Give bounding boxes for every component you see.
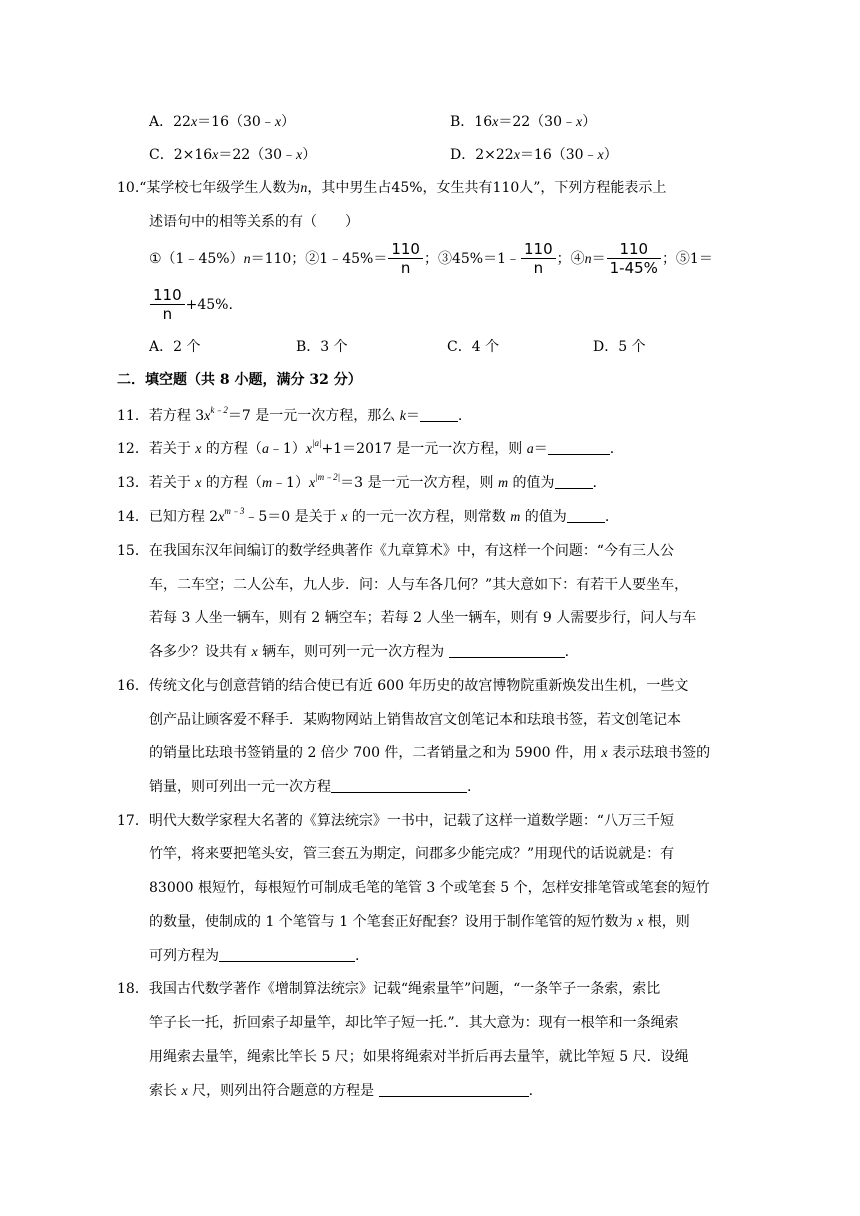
question-text: 销量，则可列出一元一次方程 xyxy=(149,779,331,795)
equation-text: ＝110；②1﹣45%＝ xyxy=(250,251,388,267)
variable: x xyxy=(218,510,225,525)
q15-line-4 xyxy=(149,642,569,663)
answer-blank[interactable] xyxy=(567,508,605,523)
equation-text: ；⑤1＝ xyxy=(661,251,713,267)
option-text: D．5 个 xyxy=(593,339,646,355)
q10-option-b xyxy=(296,337,348,357)
q18-line-4 xyxy=(149,1081,533,1102)
q16-line-4 xyxy=(149,777,471,797)
q18-line-2 xyxy=(149,1013,679,1033)
option-text: B．3 个 xyxy=(296,339,348,355)
variable: x xyxy=(212,148,219,163)
fraction-numerator: 110 xyxy=(607,241,661,259)
equation-text: ；④ xyxy=(556,251,585,267)
answer-blank[interactable] xyxy=(331,778,467,793)
question-text: ﹣1） xyxy=(272,475,309,491)
q10-option-c xyxy=(447,337,499,357)
question-text: 的数量，使制成的 1 个笔管与 1 个笔套正好配套？设用于制作笔管的短竹数为 xyxy=(149,914,638,930)
q17-line-1 xyxy=(117,811,674,831)
question-text: ＝ xyxy=(405,408,420,424)
answer-blank[interactable] xyxy=(548,440,610,455)
option-label: C． xyxy=(149,147,174,163)
variable: k xyxy=(399,409,406,424)
option-label: B． xyxy=(450,114,475,130)
q18-line-1 xyxy=(117,979,660,999)
q13 xyxy=(117,473,597,494)
question-text: ＝3 是一元一次方程，则 xyxy=(340,475,498,491)
q17-line-2 xyxy=(149,844,674,864)
q9-option-a xyxy=(149,112,295,133)
q17-line-4 xyxy=(149,912,690,933)
fraction-110-over-n xyxy=(388,241,423,277)
fraction-denominator: n xyxy=(533,259,544,277)
question-text: ﹣5＝0 是关于 xyxy=(244,509,342,525)
variable: x xyxy=(601,746,608,761)
variable: x xyxy=(204,409,211,424)
equation-text: ；③45%＝1﹣ xyxy=(423,251,520,267)
fraction-numerator: 110 xyxy=(150,287,185,305)
question-text: 尺，则列出符合题意的方程是 xyxy=(187,1083,379,1099)
equation-text: ①（1﹣45%） xyxy=(149,251,244,267)
question-text: ＝7 是一元一次方程，那么 xyxy=(227,408,400,424)
question-text: 11．若方程 3 xyxy=(117,408,205,424)
exponent: k﹣2 xyxy=(210,405,228,415)
variable: m xyxy=(510,510,521,525)
equation-text: +45%. xyxy=(185,297,233,313)
fraction-numerator: 110 xyxy=(388,241,423,259)
question-text: 的一元一次方程，则常数 xyxy=(347,509,511,525)
variable: x xyxy=(274,115,282,130)
variable: x xyxy=(305,442,313,457)
q10-equation-5-line xyxy=(149,286,233,326)
q10-equations-line xyxy=(149,240,713,280)
question-text: 14．已知方程 2 xyxy=(117,509,219,525)
q14 xyxy=(117,507,609,528)
variable: n xyxy=(584,252,592,267)
option-text: 22 xyxy=(173,114,191,130)
q15-line-3 xyxy=(149,608,696,628)
variable: n xyxy=(243,252,251,267)
variable: a xyxy=(261,442,269,457)
variable: x xyxy=(597,148,604,163)
answer-blank[interactable] xyxy=(420,407,458,422)
fraction-denominator: n xyxy=(162,305,173,323)
question-text: 17．明代大数学家程大名著的《算法统宗》一书中，记载了这样一道数学题：“八万三千短 xyxy=(117,813,674,829)
variable: x xyxy=(575,115,583,130)
option-text: ） xyxy=(302,147,317,163)
variable: x xyxy=(181,1084,188,1099)
question-text: . xyxy=(564,644,570,660)
exponent: |m﹣2| xyxy=(315,472,341,482)
variable: n xyxy=(300,181,308,196)
question-text: 16．传统文化与创意营销的结合使已有近 600 年历史的故宫博物院重新焕发出生机，一些文 xyxy=(117,678,689,694)
q15-line-2 xyxy=(149,575,688,595)
question-text: 18．我国古代数学著作《增制算法统宗》记载“绳索量竿”问题，“一条竿子一条索，索比 xyxy=(117,981,661,997)
q10-option-d xyxy=(593,337,646,357)
question-text: 的值为 xyxy=(520,509,567,525)
q18-line-3 xyxy=(149,1047,689,1067)
question-text: 的销量比珐琅书签销量的 2 倍少 700 件，二者销量之和为 5900 件，用 xyxy=(149,745,602,761)
question-text: 12．若关于 xyxy=(117,441,196,457)
question-text: . xyxy=(355,948,360,964)
exponent: m﹣3 xyxy=(224,506,245,516)
answer-blank[interactable] xyxy=(379,1082,529,1097)
option-text: C．4 个 xyxy=(447,339,500,355)
variable: x xyxy=(341,510,348,525)
q10-option-a xyxy=(149,337,200,357)
fraction-denominator: n xyxy=(400,259,411,277)
q11 xyxy=(117,406,462,427)
fraction-numerator: 110 xyxy=(521,241,556,259)
q16-line-1 xyxy=(117,676,688,696)
variable: x xyxy=(195,476,202,491)
q16-line-3 xyxy=(149,743,710,764)
question-text: . xyxy=(609,441,615,457)
option-text: ＝22（30﹣ xyxy=(218,147,297,163)
variable: x xyxy=(251,645,258,660)
option-text: ＝16（30﹣ xyxy=(197,114,275,130)
variable: x xyxy=(637,915,644,930)
option-text: ＝22（30﹣ xyxy=(498,114,576,130)
option-text: ） xyxy=(582,114,597,130)
variable: x xyxy=(308,476,316,491)
fraction-110-over-n xyxy=(521,241,556,277)
question-text: 83000 根短竹，每根短竹可制成毛笔的笔管 3 个或笔套 5 个，怎样安排笔管或笔套的短竹 xyxy=(149,880,710,896)
exponent: |a| xyxy=(312,438,322,448)
q9-option-d xyxy=(450,145,618,166)
variable: x xyxy=(190,115,198,130)
option-text: ＝16（30﹣ xyxy=(519,147,598,163)
question-text: +1＝2017 是一元一次方程，则 xyxy=(321,441,527,457)
question-text: 辆车，则可列一元一次方程为 xyxy=(257,644,449,660)
section-title xyxy=(117,370,362,390)
variable: x xyxy=(513,148,520,163)
variable: m xyxy=(261,476,273,491)
question-text: . xyxy=(467,779,472,795)
fraction-110-over-1-minus-45 xyxy=(607,241,661,277)
variable: x xyxy=(195,442,202,457)
question-text: 表示珐琅书签的 xyxy=(607,745,711,761)
option-text: A．2 个 xyxy=(149,339,201,355)
fraction-110-over-n xyxy=(150,287,185,323)
question-text: ，其中男生占45%，女生共有110人”，下列方程能表示上 xyxy=(307,180,667,196)
question-text: 用绳索去量竿，绳索比竿长 5 尺；如果将绳索对半折后再去量竿，就比竿短 5 尺．设绳 xyxy=(149,1049,689,1065)
fraction-denominator: 1-45% xyxy=(609,259,658,277)
variable: m xyxy=(497,476,509,491)
question-text: 索长 xyxy=(149,1083,182,1099)
q12 xyxy=(117,439,614,460)
question-text: 可列方程为 xyxy=(149,948,219,964)
option-text: ） xyxy=(281,114,296,130)
section-title-text: 二．填空题（共 8 小题，满分 32 分） xyxy=(117,372,362,388)
q15-line-1 xyxy=(117,541,674,561)
q10-line-1 xyxy=(117,178,666,199)
q17-line-5 xyxy=(149,946,359,966)
question-text: . xyxy=(604,509,610,525)
question-text: 创产品让顾客爱不释手．某购物网站上销售故宫文创笔记本和珐琅书签，若文创笔记本 xyxy=(149,712,681,728)
option-label: D． xyxy=(450,147,476,163)
question-text: 车，二车空；二人公车，九人步．问：人与车各几何？”其大意如下：有若干人要坐车， xyxy=(149,577,689,593)
question-text: 的方程（ xyxy=(201,475,262,491)
answer-blank[interactable] xyxy=(449,643,565,658)
question-text: 根，则 xyxy=(643,914,690,930)
question-text: 13．若关于 xyxy=(117,475,196,491)
q10-line-2 xyxy=(149,212,359,232)
variable: x xyxy=(296,148,303,163)
option-text: 2×22 xyxy=(475,147,514,163)
q9-option-c xyxy=(149,145,316,166)
question-text: 竿子长一托，折回索子却量竿，却比竿子短一托.”．其大意为：现有一根竿和一条绳索 xyxy=(149,1015,679,1031)
variable: x xyxy=(492,115,499,130)
question-text: 各多少？设共有 xyxy=(149,644,252,660)
q16-line-2 xyxy=(149,710,681,730)
question-text: 的方程（ xyxy=(201,441,262,457)
answer-blank[interactable] xyxy=(219,947,355,962)
variable: a xyxy=(526,442,534,457)
equation-text: ＝ xyxy=(591,251,606,267)
question-text: 述语句中的相等关系的有（ ） xyxy=(149,214,359,230)
question-text: . xyxy=(528,1083,534,1099)
answer-blank[interactable] xyxy=(555,474,593,489)
question-text: 的值为 xyxy=(508,475,555,491)
q17-line-3 xyxy=(149,878,710,898)
q9-option-b xyxy=(450,112,596,133)
option-text: 2×16 xyxy=(173,147,213,163)
question-text: 10.“某学校七年级学生人数为 xyxy=(117,180,301,196)
option-text: ） xyxy=(603,147,618,163)
question-text: . xyxy=(592,475,597,491)
question-text: ＝ xyxy=(533,441,548,457)
question-text: 若每 3 人坐一辆车，则有 2 辆空车；若每 2 人坐一辆车，则有 9 人需要步行，问人与车 xyxy=(149,610,697,626)
question-text: 竹竿，将来要把笔头安，管三套五为期定，问郡多少能完成？”用现代的话说就是：有 xyxy=(149,846,675,862)
option-label: A． xyxy=(149,114,174,130)
question-text: ﹣1） xyxy=(268,441,306,457)
option-text: 16 xyxy=(474,114,493,130)
question-text: . xyxy=(457,408,463,424)
question-text: 15．在我国东汉年间编订的数学经典著作《九章算术》中，有这样一个问题：“今有三人公 xyxy=(117,543,674,559)
